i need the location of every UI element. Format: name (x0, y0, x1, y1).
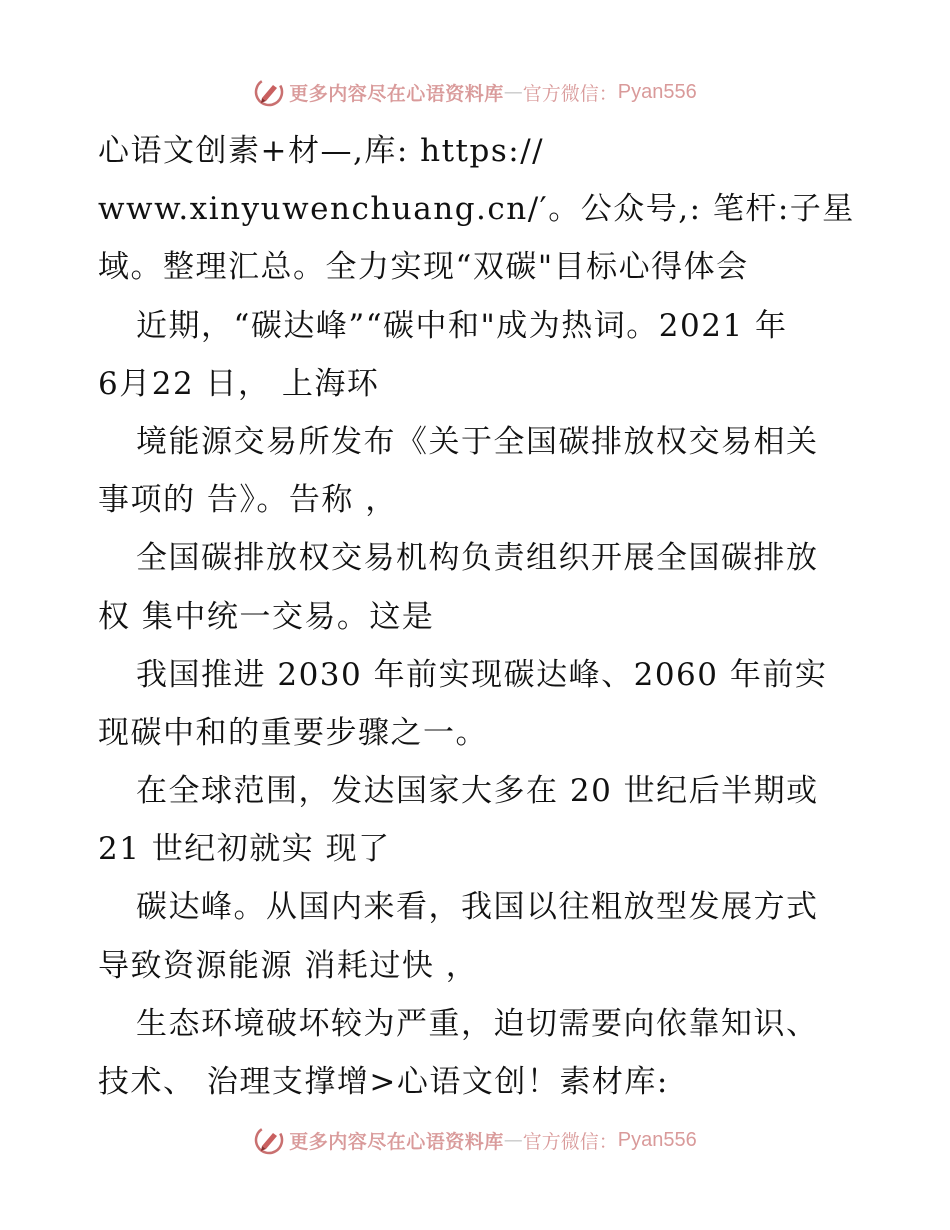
text-line: 技术、 治理支撑增>心语文创！素材库: (98, 1064, 669, 1100)
text-line: www.xinyuwenchuang.cn/′。公众号,: 笔杆:子星 (98, 191, 855, 228)
text-line: 境能源交易所发布《关于全国碳排放权交易相关 (136, 423, 819, 460)
text-line: 权 集中统一交易。这是 (98, 598, 435, 635)
watermark-contact-id: Pyan556 (617, 80, 697, 103)
text-line: 现碳中和的重要步骤之一。 (98, 714, 488, 751)
text-line: 我国推进 2030 年前实现碳达峰、2060 年前实 (136, 656, 828, 693)
text-line: 在全球范围，发达国家大多在 20 世纪后半期或 (136, 773, 819, 810)
pen-nib-logo-icon (253, 76, 285, 108)
text-line: 生态环境破坏较为严重，迫切需要向依靠知识、 (136, 1005, 819, 1042)
watermark-main-text: 更多内容尽在心语资料库 (289, 82, 504, 105)
document-body (98, 122, 858, 1111)
text-line: 全国碳排放权交易机构负责组织开展全国碳排放 (136, 540, 819, 577)
text-line: 事项的 告》。告称 ， (98, 482, 398, 519)
text-line: 近期，“碳达峰”“碳中和"成为热词。2021 年 (136, 307, 788, 344)
text-line: 导致资源能源 消耗过快 ， (98, 947, 479, 984)
text-line: 21 世纪初就实 现了 (98, 831, 391, 868)
text-line: 域。整理汇总。全力实现“双碳"目标心得体会 (98, 249, 749, 286)
watermark-contact-id: Pyan556 (617, 1128, 697, 1151)
header-watermark (0, 72, 950, 112)
watermark-separator: — (503, 81, 523, 103)
watermark-contact-label: 官方微信： (522, 1130, 618, 1153)
watermark-main-text: 更多内容尽在心语资料库 (289, 1130, 504, 1153)
text-line: 碳达峰。从国内来看，我国以往粗放型发展方式 (136, 889, 819, 926)
text-line: 6月22 日， 上海环 (98, 365, 380, 402)
pen-nib-logo-icon (253, 1124, 285, 1156)
text-line: 心语文创素+材—,库: https:// (98, 133, 545, 169)
watermark-separator: — (503, 1129, 523, 1151)
watermark-contact-label: 官方微信： (522, 82, 618, 105)
footer-watermark (0, 1120, 950, 1160)
